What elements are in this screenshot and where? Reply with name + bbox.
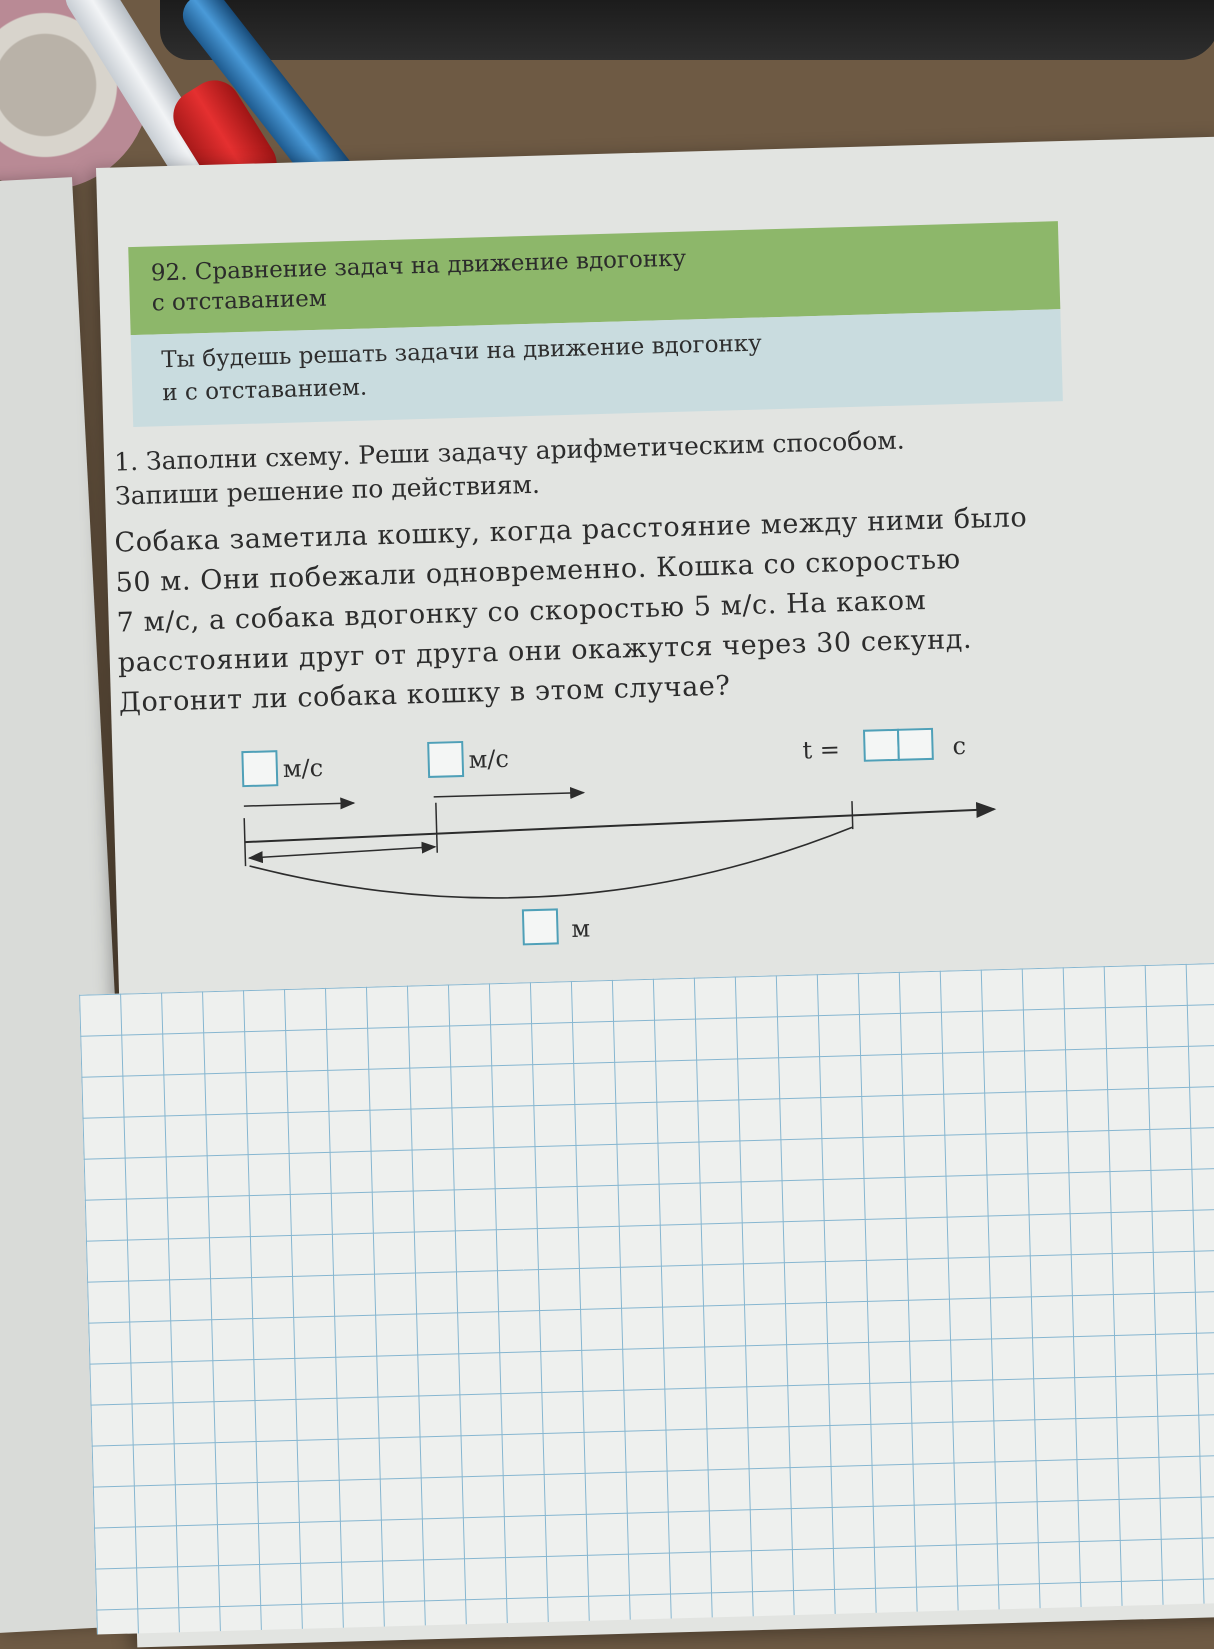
dog-speed-arrow <box>244 803 354 806</box>
task-problem-text: Собака заметила кошку, когда расстояние между ними было 50 м. Они побежали одновременно. Кошка со скоростью 7 м/с, а собака вдогонку со скоростью 5 м/с. На каком расстоянии друг от друга они окажутся через 30 секунд. Догонит ли собака кошку в этом случае? <box>114 502 1028 719</box>
task-instruction: 1. Заполни схему. Реши задачу арифметическим способом. Запиши решение по действиям. <box>113 425 906 511</box>
distance-unit-label: м <box>571 914 591 944</box>
time-label: t = <box>802 735 841 765</box>
time-input-box-2[interactable] <box>898 729 933 760</box>
dog-start-tick <box>244 818 245 866</box>
speed-unit-label-1: м/с <box>282 753 324 784</box>
speed-input-box-2[interactable] <box>428 742 463 777</box>
lesson-intro: Ты будешь решать задачи на движение вдогонку и с отставанием. <box>161 330 763 407</box>
workbook-page <box>96 136 1214 1647</box>
distance-input-box[interactable] <box>523 909 558 944</box>
speed-unit-label-2: м/с <box>468 744 510 774</box>
cat-speed-arrow <box>434 793 584 797</box>
motion-scheme <box>232 713 1018 965</box>
time-unit-label: с <box>952 731 967 761</box>
end-tick <box>852 801 853 829</box>
motion-axis <box>245 809 995 842</box>
answer-grid-area[interactable] <box>79 962 1214 1634</box>
speed-input-box-1[interactable] <box>242 751 277 786</box>
lesson-title: 92. Сравнение задач на движение вдогонку с отставанием <box>150 245 687 317</box>
time-input-box-1[interactable] <box>864 730 899 761</box>
initial-distance-arrow <box>249 847 435 858</box>
cat-start-tick <box>436 803 437 853</box>
pencil-case <box>160 0 1214 60</box>
